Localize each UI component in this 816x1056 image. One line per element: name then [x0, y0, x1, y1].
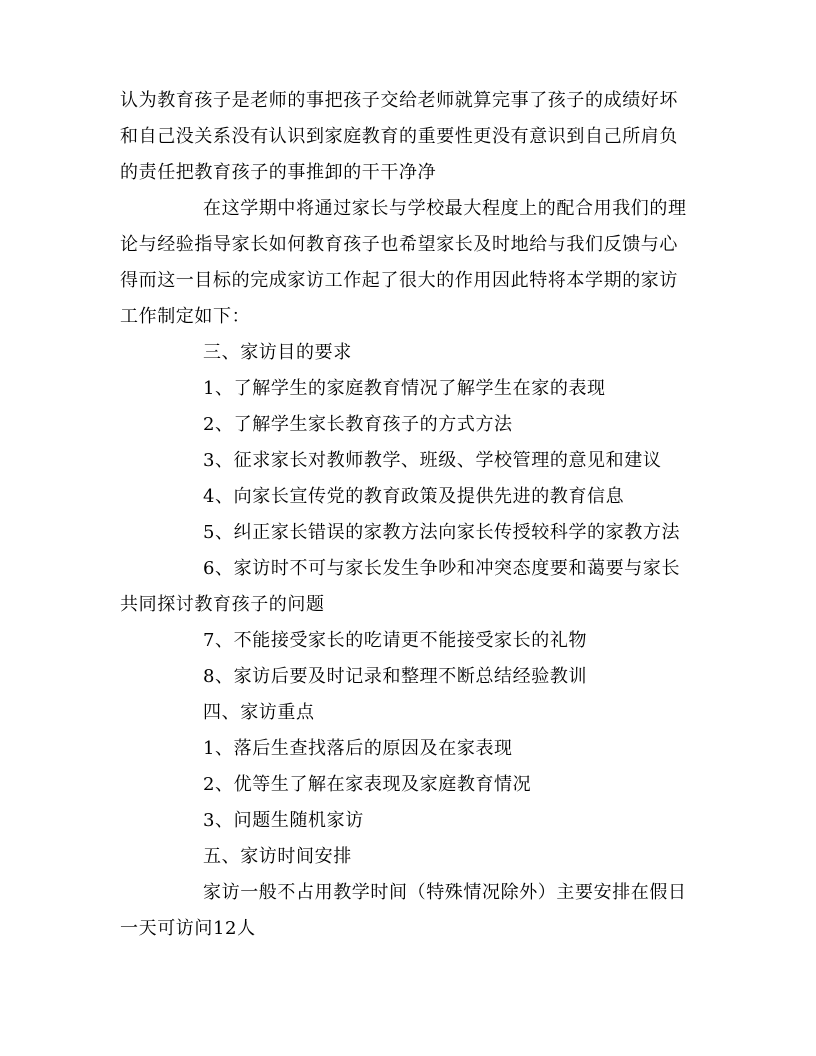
list-item: 1、落后生查找落后的原因及在家表现: [203, 738, 513, 759]
paragraph-line: 论与经验指导家长如何教育孩子也希望家长及时地给与我们反馈与心: [120, 234, 678, 255]
list-item: 7、不能接受家长的吃请更不能接受家长的礼物: [203, 630, 588, 651]
list-item: 5、纠正家长错误的家教方法向家长传授较科学的家教方法: [203, 522, 681, 543]
section-heading: 三、家访目的要求: [203, 342, 352, 363]
list-item-continuation: 共同探讨教育孩子的问题: [120, 594, 325, 615]
paragraph-line: 一天可访问12人: [120, 918, 256, 939]
paragraph-line: 认为教育孩子是老师的事把孩子交给老师就算完事了孩子的成绩好坏: [120, 90, 678, 111]
list-item: 3、问题生随机家访: [203, 810, 364, 831]
list-item: 2、优等生了解在家表现及家庭教育情况: [203, 774, 532, 795]
list-item: 3、征求家长对教师教学、班级、学校管理的意见和建议: [203, 450, 662, 471]
list-item: 2、了解学生家长教育孩子的方式方法: [203, 414, 513, 435]
paragraph-line: 工作制定如下：: [120, 306, 251, 327]
paragraph-line: 在这学期中将通过家长与学校最大程度上的配合用我们的理: [203, 198, 687, 219]
list-item: 6、家访时不可与家长发生争吵和冲突态度要和蔼要与家长: [203, 558, 681, 579]
section-heading: 五、家访时间安排: [203, 846, 352, 867]
list-item: 1、了解学生的家庭教育情况了解学生在家的表现: [203, 378, 606, 399]
list-item: 8、家访后要及时记录和整理不断总结经验教训: [203, 666, 588, 687]
paragraph-line: 的责任把教育孩子的事推卸的干干净净: [120, 162, 437, 183]
paragraph-line: 得而这一目标的完成家访工作起了很大的作用因此特将本学期的家访: [120, 270, 678, 291]
section-heading: 四、家访重点: [203, 702, 315, 723]
paragraph-line: 和自己没关系没有认识到家庭教育的重要性更没有意识到自己所肩负: [120, 126, 678, 147]
list-item: 4、向家长宣传党的教育政策及提供先进的教育信息: [203, 486, 625, 507]
paragraph-line: 家访一般不占用教学时间（特殊情况除外）主要安排在假日: [203, 882, 687, 903]
